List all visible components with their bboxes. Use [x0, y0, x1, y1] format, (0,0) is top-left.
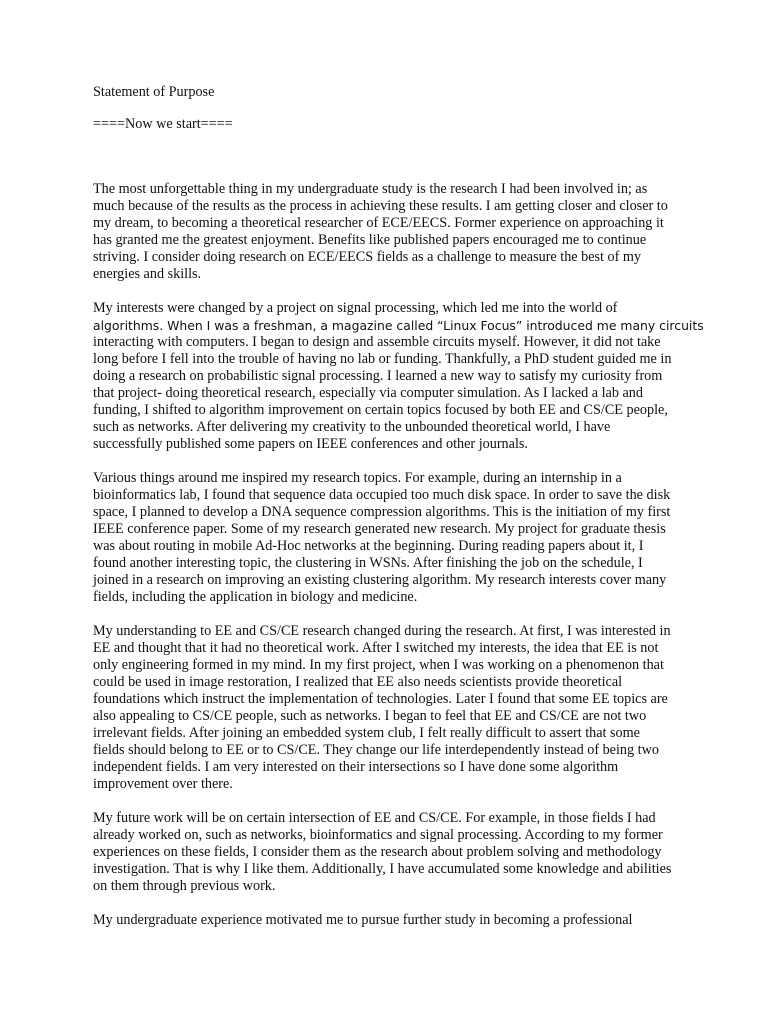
- paragraph-line: IEEE conference paper. Some of my research generated new research. My project for graduate thesis: [93, 521, 666, 537]
- paragraph-line: successfully published some papers on IEEE conferences and other journals.: [93, 436, 528, 452]
- paragraph-line: space, I planned to develop a DNA sequence compression algorithms. This is the initiation of my first: [93, 504, 671, 520]
- paragraph-line: EE and thought that it had no theoretical work. After I switched my interests, the idea that EE is not: [93, 640, 659, 656]
- paragraph-line: has granted me the greatest enjoyment. Benefits like published papers encouraged me to continue: [93, 232, 647, 248]
- paragraph-line: interacting with computers. I began to design and assemble circuits myself. However, it did not take: [93, 334, 661, 350]
- document-subtitle: ====Now we start====: [93, 116, 233, 132]
- paragraph-line: My future work will be on certain intersection of EE and CS/CE. For example, in those fields I had: [93, 810, 656, 826]
- paragraph: [93, 470, 708, 606]
- paragraph-line: energies and skills.: [93, 266, 202, 282]
- paragraph-line: independent fields. I am very interested on their intersections so I have done some algorithm: [93, 759, 619, 775]
- paragraph: [93, 300, 708, 453]
- paragraph-line: My interests were changed by a project on signal processing, which led me into the world of: [93, 300, 618, 316]
- paragraph-line: doing a research on probabilistic signal processing. I learned a new way to satisfy my curiosity from: [93, 368, 663, 384]
- paragraph-line: irrelevant fields. After joining an embedded system club, I felt really difficult to assert that some: [93, 725, 640, 741]
- paragraph-line: foundations which instruct the implementation of technologies. Later I found that some EE topics are: [93, 691, 668, 707]
- paragraph-line: Various things around me inspired my research topics. For example, during an internship in a: [93, 470, 622, 486]
- paragraph-line: joined in a research on improving an existing clustering algorithm. My research interests cover many: [93, 572, 667, 588]
- document-body: [93, 181, 708, 929]
- paragraph-line: on them through previous work.: [93, 878, 276, 894]
- paragraph: [93, 912, 708, 929]
- paragraph: [93, 623, 708, 793]
- paragraph-line: also appealing to CS/CE people, such as networks. I began to feel that EE and CS/CE are not two: [93, 708, 647, 724]
- paragraph-line: found another interesting topic, the clustering in WSNs. After finishing the job on the schedule, I: [93, 555, 643, 571]
- paragraph-line: The most unforgettable thing in my undergraduate study is the research I had been involved in; as: [93, 181, 648, 197]
- paragraph-line: striving. I consider doing research on ECE/EECS fields as a challenge to measure the best of my: [93, 249, 642, 265]
- paragraph-line: already worked on, such as networks, bioinformatics and signal processing. According to my former: [93, 827, 663, 843]
- paragraph-line: such as networks. After delivering my creativity to the unbounded theoretical world, I have: [93, 419, 611, 435]
- paragraph-line: could be used in image restoration, I realized that EE also needs scientists provide theoretical: [93, 674, 623, 690]
- paragraph-line: that project- doing theoretical research, especially via computer simulation. As I lacked a lab and: [93, 385, 643, 401]
- paragraph: [93, 181, 708, 283]
- paragraph-line: investigation. That is why I like them. Additionally, I have accumulated some knowledge and abilities: [93, 861, 672, 877]
- paragraph-line: funding, I shifted to algorithm improvement on certain topics focused by both EE and CS/CE people,: [93, 402, 668, 418]
- paragraph-line: My undergraduate experience motivated me to pursue further study in becoming a professional: [93, 912, 633, 928]
- paragraph-line: experiences on these fields, I consider them as the research about problem solving and methodology: [93, 844, 662, 860]
- spacer: [93, 133, 708, 181]
- paragraph-line: fields should belong to EE or to CS/CE. They change our life interdependently instead of being two: [93, 742, 659, 758]
- paragraph-line: was about routing in mobile Ad-Hoc networks at the beginning. During reading papers about it, I: [93, 538, 644, 554]
- paragraph-line: only engineering formed in my mind. In my first project, when I was working on a phenomenon that: [93, 657, 664, 673]
- paragraph-line: My understanding to EE and CS/CE research changed during the research. At first, I was interested in: [93, 623, 671, 639]
- paragraph: [93, 810, 708, 895]
- paragraph-line: improvement over there.: [93, 776, 233, 792]
- paragraph-line: my dream, to becoming a theoretical researcher of ECE/EECS. Former experience on approaching it: [93, 215, 664, 231]
- paragraph-line: bioinformatics lab, I found that sequence data occupied too much disk space. In order to save the disk: [93, 487, 671, 503]
- paragraph-line: algorithms. When I was a freshman, a magazine called “Linux Focus” introduced me many circuits: [93, 318, 704, 333]
- document-title: Statement of Purpose: [93, 84, 215, 100]
- paragraph-line: fields, including the application in biology and medicine.: [93, 589, 418, 605]
- paragraph-line: much because of the results as the process in achieving these results. I am getting closer and closer to: [93, 198, 668, 214]
- paragraph-line: long before I fell into the trouble of having no lab or funding. Thankfully, a PhD student guided me in: [93, 351, 672, 367]
